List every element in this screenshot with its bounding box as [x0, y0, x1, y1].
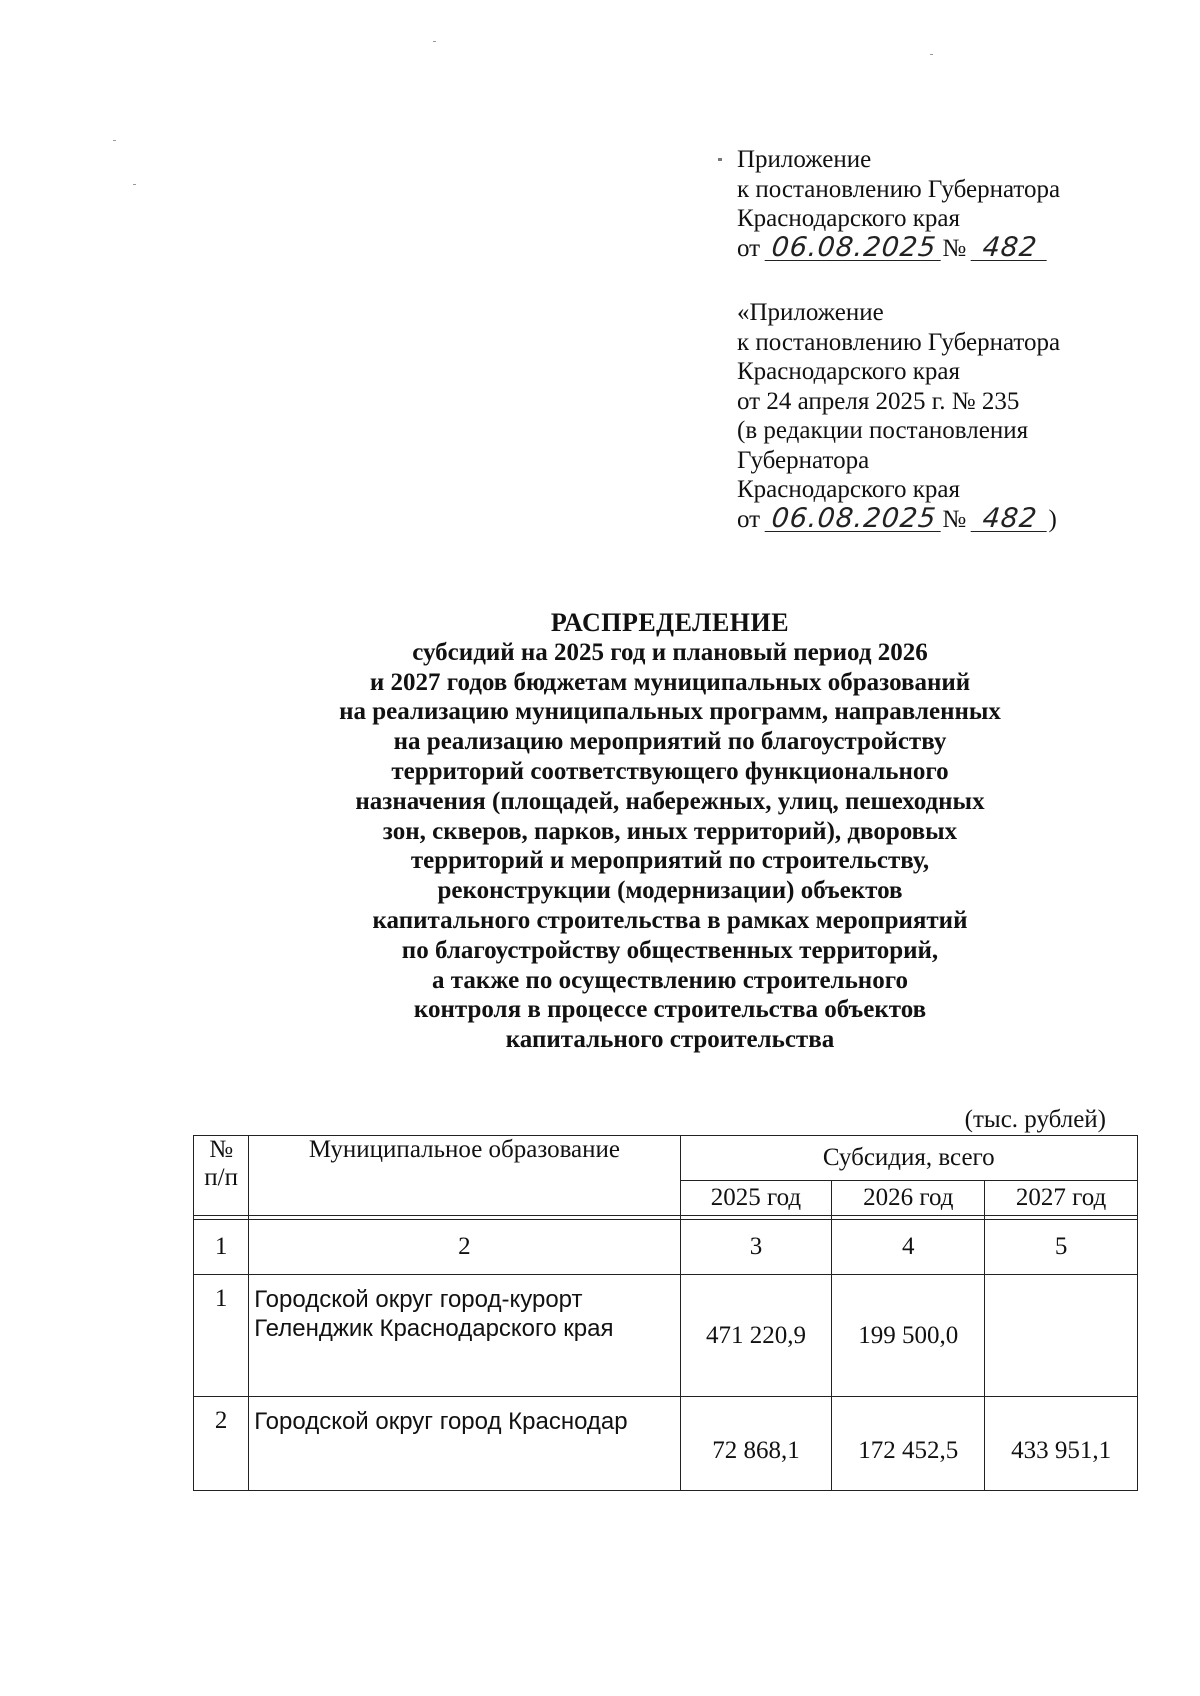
title-heading: РАСПРЕДЕЛЕНИЕ: [550, 608, 790, 637]
table-row: [194, 1397, 1138, 1491]
row-municipality-line-1: Городской округ город Краснодар: [254, 1408, 628, 1435]
attachment-1-line-1: Приложение: [737, 146, 872, 173]
subsidy-table: [193, 1135, 1138, 1491]
from-label: от: [737, 234, 761, 262]
attachment-1-line-3: Краснодарского края: [737, 205, 960, 232]
scan-speck: [930, 54, 933, 55]
title-line-1: субсидий на 2025 год и плановый период 2026: [412, 638, 928, 666]
header-number-line-1: №: [209, 1136, 234, 1163]
row-value-2026: 199 500,0: [832, 1275, 985, 1397]
row-value-2025: 471 220,9: [680, 1275, 832, 1397]
attachment-2-line-5: (в редакции постановления: [737, 417, 1029, 444]
units-label: (тыс. рублей): [964, 1106, 1106, 1133]
attachment-1-date-row: [737, 231, 1060, 264]
header-number-line-2: п/п: [204, 1164, 238, 1191]
attachment-2-line-3: Краснодарского края: [737, 358, 960, 385]
attachment-2-date-row: [737, 502, 1060, 535]
attachment-2-line-2: к постановлению Губернатора: [737, 328, 1061, 356]
title-line-11: по благоустройству общественных территорий,: [401, 936, 939, 964]
title-line-8: территорий и мероприятий по строительству,: [410, 847, 930, 875]
row-value-2027: [985, 1275, 1138, 1397]
row-municipality-line-2: Геленджик Краснодарского края: [254, 1315, 614, 1342]
table-row: [194, 1275, 1138, 1397]
attachment-2-line-7: Краснодарского края: [737, 476, 960, 503]
row-number: 2: [194, 1397, 249, 1491]
title-line-10: капитального строительства в рамках мероприятий: [372, 906, 968, 934]
row-municipality: [249, 1397, 680, 1491]
header-number-cell: [194, 1136, 249, 1216]
header-subsidy-total: Субсидия, всего: [680, 1136, 1137, 1181]
title-line-9: реконструкции (модернизации) объектов: [437, 877, 903, 905]
row-value-2025: 72 868,1: [680, 1397, 832, 1491]
title-line-4: на реализацию мероприятий по благоустройству: [393, 728, 947, 756]
row-number: 1: [194, 1275, 249, 1397]
title-line-5: территорий соответствующего функционального: [391, 757, 949, 785]
title-line-3: на реализацию муниципальных программ, направленных: [339, 698, 1001, 726]
title-line-13: контроля в процессе строительства объектов: [413, 996, 927, 1024]
column-index: 1: [194, 1220, 249, 1275]
number-label: №: [942, 234, 967, 262]
number-label: №: [942, 505, 967, 533]
handwritten-number: 482: [971, 506, 1050, 532]
header-name: Муниципальное образование: [249, 1136, 680, 1216]
scan-speck: [113, 140, 116, 141]
header-year-2027: 2027 год: [985, 1181, 1138, 1216]
attachment-block-1: [737, 145, 1060, 263]
attachment-2-line-1: «Приложение: [737, 299, 884, 326]
column-index: 4: [832, 1220, 985, 1275]
document-title: [250, 608, 1090, 1055]
column-index: 3: [680, 1220, 832, 1275]
title-line-6: назначения (площадей, набережных, улиц, пешеходных: [355, 787, 985, 815]
attachment-block-2: [737, 298, 1060, 534]
attachment-1-line-2: к постановлению Губернатора: [737, 175, 1061, 203]
closing-paren: ): [1048, 505, 1057, 533]
attachment-2-line-6: Губернатора: [737, 446, 870, 474]
column-index: 5: [985, 1220, 1138, 1275]
row-value-2026: 172 452,5: [832, 1397, 985, 1491]
column-index: 2: [249, 1220, 680, 1275]
handwritten-date: 06.08.2025: [765, 506, 944, 532]
column-index-row: [194, 1220, 1138, 1275]
row-value-2027: 433 951,1: [985, 1397, 1138, 1491]
header-year-2025: 2025 год: [680, 1181, 832, 1216]
table-header-row: [194, 1136, 1138, 1181]
title-line-2: и 2027 годов бюджетам муниципальных образований: [369, 668, 971, 696]
handwritten-date: 06.08.2025: [765, 235, 944, 261]
handwritten-number: 482: [971, 235, 1050, 261]
title-line-14: капитального строительства: [505, 1026, 835, 1054]
attachment-2-line-4: от 24 апреля 2025 г. № 235: [737, 387, 1020, 415]
row-municipality-line-1: Городской округ город-курорт: [254, 1286, 583, 1313]
from-label: от: [737, 505, 761, 533]
row-municipality: [249, 1275, 680, 1397]
header-year-2026: 2026 год: [832, 1181, 985, 1216]
scan-speck: [433, 41, 436, 42]
title-line-12: а также по осуществлению строительного: [432, 966, 908, 994]
title-line-7: зон, скверов, парков, иных территорий), дворовых: [382, 817, 958, 845]
scan-speck: [133, 184, 136, 185]
scan-speck: [718, 158, 722, 161]
